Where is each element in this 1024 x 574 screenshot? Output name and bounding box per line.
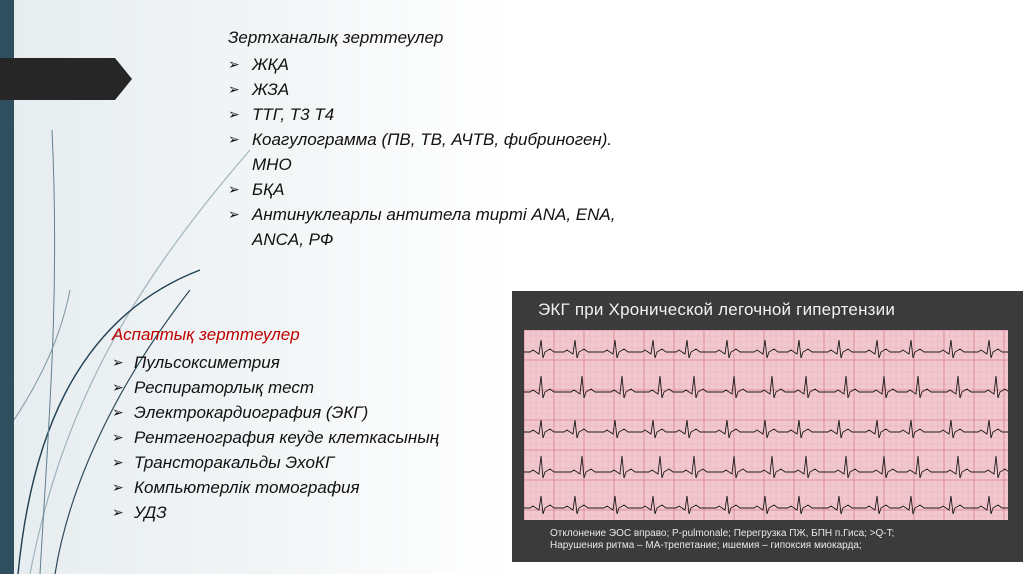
instrumental-heading: Аспаптық зерттеулер [112,325,300,344]
lab-test-item-text: МНО [252,155,292,174]
lab-test-item [228,177,698,202]
arrow-bullet-icon: ➢ [228,181,240,197]
instrumental-test-item-text: УДЗ [134,503,167,522]
instrumental-test-item-text: Компьютерлік томография [134,478,360,497]
lab-test-item [228,52,698,77]
arrow-bullet-icon: ➢ [112,379,124,395]
ecg-trace-image [524,330,1008,520]
instrumental-test-item-text: Электрокардиография (ЭКГ) [134,403,369,422]
arrow-bullet-icon: ➢ [112,429,124,445]
lab-test-item [228,77,698,102]
instrumental-test-item [112,425,532,450]
lab-test-item-text: ЖЗА [252,80,290,99]
instrumental-test-item [112,475,532,500]
lab-test-item-text: ЖҚА [252,55,289,74]
lab-heading: Зертханалық зерттеулер [228,28,444,47]
arrow-tab-shape [0,58,132,100]
arrow-bullet-icon: ➢ [228,56,240,72]
instrumental-test-item [112,450,532,475]
lab-test-item-text: ANCA, РФ [252,230,334,249]
lab-test-item-text: ТТГ, Т3 Т4 [252,105,335,124]
arrow-bullet-icon: ➢ [228,81,240,97]
instrumental-test-item-text: Трансторакальды ЭхоКГ [134,453,335,472]
ecg-caption-line: Нарушения ритма – МА-трепетание; ишемия – гипоксия миокарда; [550,540,862,551]
lab-test-item-text: Антинуклеарлы антитела тирті ANA, ENA, [252,205,616,224]
instrumental-test-item [112,500,532,525]
arrow-bullet-icon: ➢ [112,504,124,520]
lab-test-item [228,127,698,177]
arrow-bullet-icon: ➢ [112,454,124,470]
lab-test-item [228,102,698,127]
lab-test-item [228,202,698,252]
instrumental-tests-list [112,350,532,525]
arrow-bullet-icon: ➢ [228,206,240,222]
lab-test-item-text: Коагулограмма (ПВ, ТВ, АЧТВ, фибриноген). [252,130,613,149]
ecg-title: ЭКГ при Хронической легочной гипертензии [538,300,896,319]
ecg-caption-line: Отклонение ЭОС вправо; P-pulmonale; Перегрузка ПЖ, БПН п.Гиса; >Q-T; [550,528,895,539]
instrumental-test-item [112,400,532,425]
arrow-bullet-icon: ➢ [112,404,124,420]
arrow-bullet-icon: ➢ [112,479,124,495]
instrumental-test-item-text: Респираторлық тест [134,378,315,397]
instrumental-test-item [112,350,532,375]
ecg-caption [550,528,1000,552]
instrumental-test-item-text: Рентгенография кеуде клеткасының [134,428,440,447]
arrow-bullet-icon: ➢ [112,354,124,370]
lab-tests-list [228,52,698,252]
instrumental-test-item [112,375,532,400]
arrow-bullet-icon: ➢ [228,131,240,147]
arrow-bullet-icon: ➢ [228,106,240,122]
lab-test-item-text: БҚА [252,180,285,199]
instrumental-test-item-text: Пульсоксиметрия [134,353,280,372]
